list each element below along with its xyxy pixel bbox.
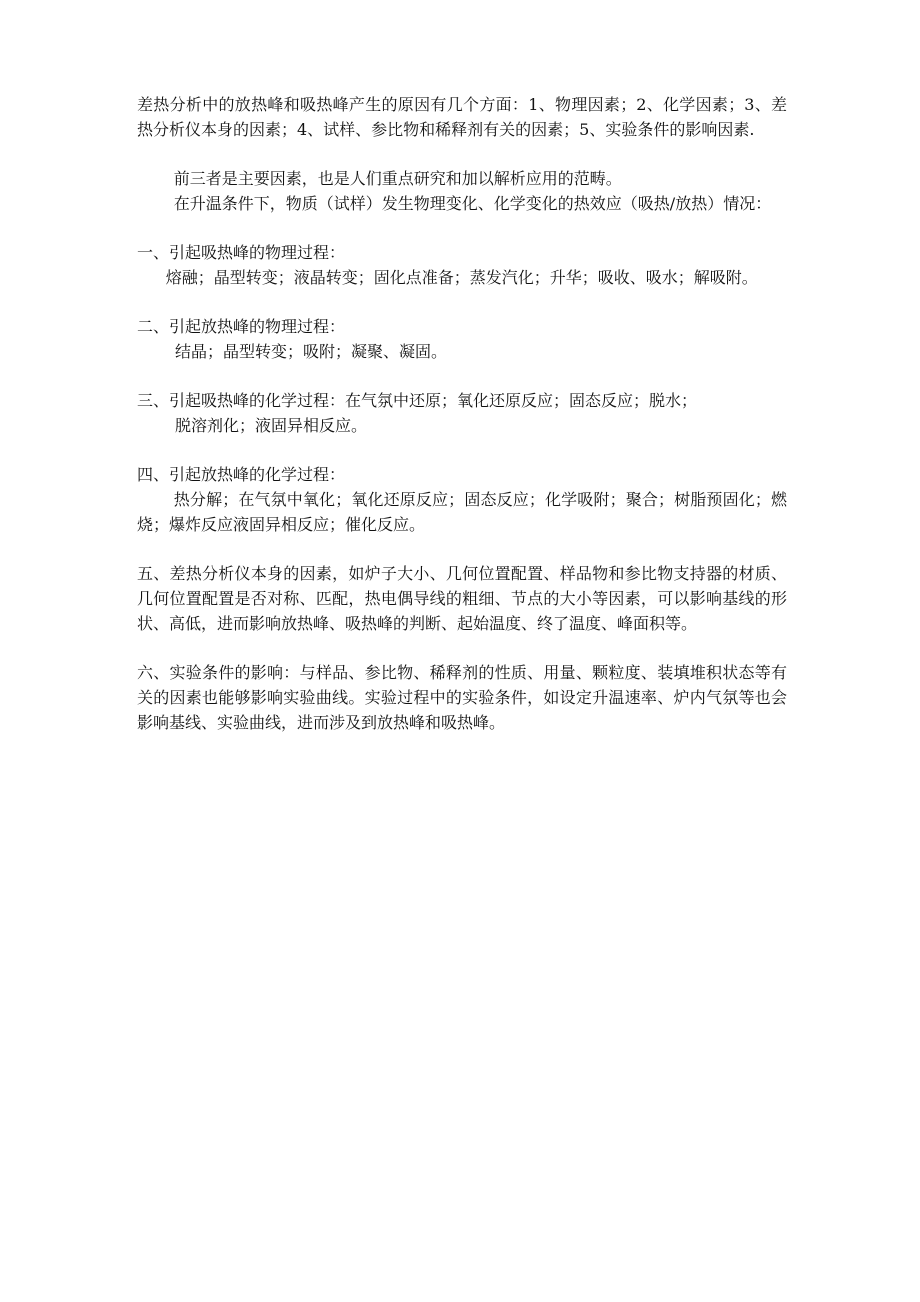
section-4-heading: 四、引起放热峰的化学过程： xyxy=(137,465,346,484)
spacer xyxy=(137,216,787,240)
main-factors-paragraph: 前三者是主要因素，也是人们重点研究和加以解析应用的范畴。 xyxy=(173,169,622,188)
heat-effect-paragraph: 在升温条件下，物质（试样）发生物理变化、化学变化的热效应（吸热/放热）情况： xyxy=(173,194,772,213)
spacer xyxy=(137,537,787,561)
section-3-body: 脱溶剂化；液固异相反应。 xyxy=(175,416,368,435)
spacer xyxy=(137,290,787,314)
spacer xyxy=(137,364,787,388)
section-1-body: 熔融；晶型转变；液晶转变；固化点准备；蒸发汽化；升华；吸收、吸水；解吸附。 xyxy=(165,268,758,287)
section-2-heading: 二、引起放热峰的物理过程： xyxy=(137,317,346,336)
spacer xyxy=(137,636,787,660)
section-4-body: 热分解；在气氛中氧化；氧化还原反应；固态反应；化学吸附；聚合；树脂预固化；燃烧；爆炸反应液固异相反应；催化反应。 xyxy=(137,490,787,534)
document-body xyxy=(137,92,787,735)
section-3-heading: 三、引起吸热峰的化学过程：在气氛中还原；氧化还原反应；固态反应；脱水； xyxy=(137,391,698,410)
spacer xyxy=(137,438,787,462)
intro-paragraph: 差热分析中的放热峰和吸热峰产生的原因有几个方面：1、物理因素；2、化学因素；3、差热分析仪本身的因素；4、试样、参比物和稀释剂有关的因素；5、实验条件的影响因素. xyxy=(137,95,787,139)
section-2-body: 结晶；晶型转变；吸附；凝聚、凝固。 xyxy=(175,342,448,361)
spacer xyxy=(137,142,787,166)
section-1-heading: 一、引起吸热峰的物理过程： xyxy=(137,243,346,262)
section-5-paragraph: 五、差热分析仪本身的因素，如炉子大小、几何位置配置、样品物和参比物支持器的材质、几何位置配置是否对称、匹配，热电偶导线的粗细、节点的大小等因素，可以影响基线的形状、高低，进而影响放热峰、吸热峰的判断、起始温度、终了温度、峰面积等。 xyxy=(137,564,787,633)
section-6-paragraph: 六、实验条件的影响：与样品、参比物、稀释剂的性质、用量、颗粒度、装填堆积状态等有关的因素也能够影响实验曲线。实验过程中的实验条件，如设定升温速率、炉内气氛等也会影响基线、实验曲线，进而涉及到放热峰和吸热峰。 xyxy=(137,663,787,732)
